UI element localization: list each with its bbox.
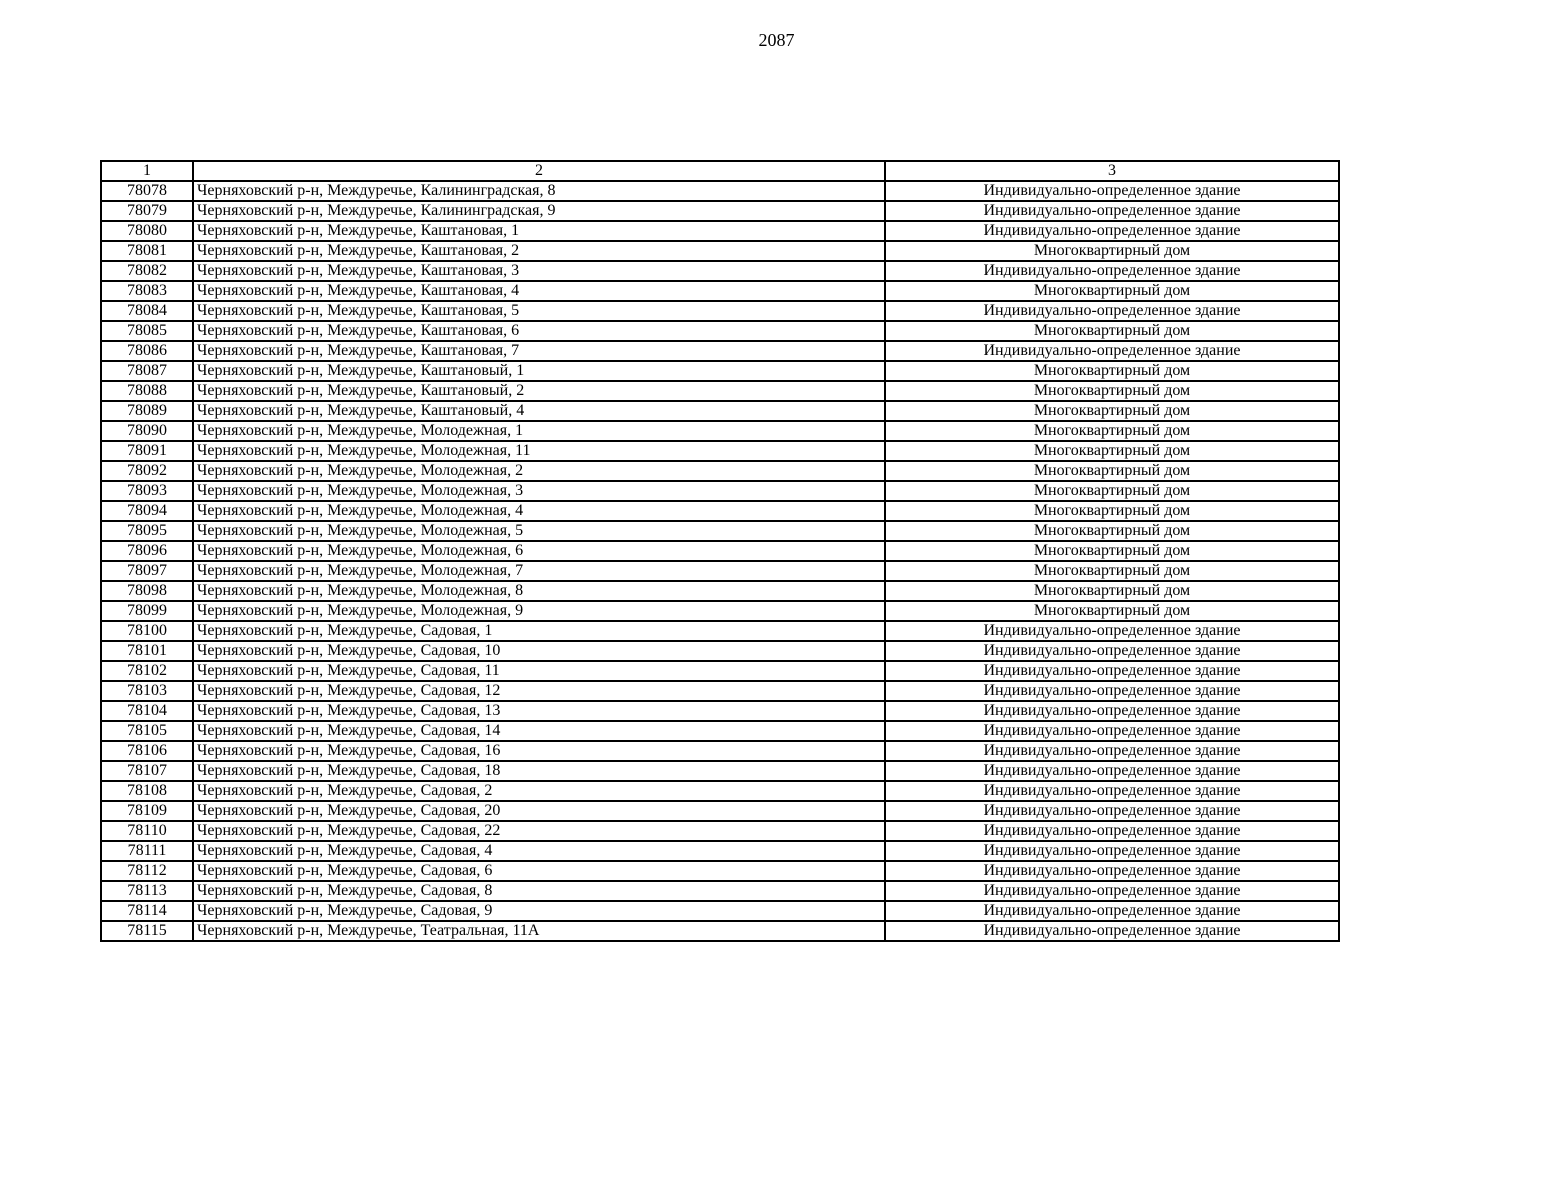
table-row bbox=[101, 521, 1339, 541]
table-row bbox=[101, 381, 1339, 401]
registry-table bbox=[100, 160, 1340, 942]
table-row bbox=[101, 201, 1339, 221]
building-type-cell: Индивидуально-определенное здание bbox=[885, 741, 1339, 761]
table-row bbox=[101, 781, 1339, 801]
table-row bbox=[101, 501, 1339, 521]
building-type-cell: Индивидуально-определенное здание bbox=[885, 661, 1339, 681]
address-cell: Черняховский р-н, Междуречье, Молодежная, 3 bbox=[193, 481, 885, 501]
address-cell: Черняховский р-н, Междуречье, Садовая, 9 bbox=[193, 901, 885, 921]
row-number-cell: 78099 bbox=[101, 601, 193, 621]
address-cell: Черняховский р-н, Междуречье, Молодежная, 7 bbox=[193, 561, 885, 581]
building-type-cell: Индивидуально-определенное здание bbox=[885, 861, 1339, 881]
table-row bbox=[101, 741, 1339, 761]
table-row bbox=[101, 801, 1339, 821]
building-type-cell: Многоквартирный дом bbox=[885, 481, 1339, 501]
row-number-cell: 78114 bbox=[101, 901, 193, 921]
row-number-cell: 78098 bbox=[101, 581, 193, 601]
building-type-cell: Индивидуально-определенное здание bbox=[885, 341, 1339, 361]
building-type-cell: Многоквартирный дом bbox=[885, 501, 1339, 521]
building-type-cell: Многоквартирный дом bbox=[885, 281, 1339, 301]
building-type-cell: Индивидуально-определенное здание bbox=[885, 301, 1339, 321]
row-number-cell: 78106 bbox=[101, 741, 193, 761]
address-cell: Черняховский р-н, Междуречье, Каштановая, 2 bbox=[193, 241, 885, 261]
row-number-cell: 78111 bbox=[101, 841, 193, 861]
building-type-cell: Индивидуально-определенное здание bbox=[885, 901, 1339, 921]
row-number-cell: 78085 bbox=[101, 321, 193, 341]
row-number-cell: 78080 bbox=[101, 221, 193, 241]
address-cell: Черняховский р-н, Междуречье, Садовая, 16 bbox=[193, 741, 885, 761]
table-row bbox=[101, 221, 1339, 241]
table-row bbox=[101, 661, 1339, 681]
row-number-cell: 78082 bbox=[101, 261, 193, 281]
table-row bbox=[101, 441, 1339, 461]
building-type-cell: Многоквартирный дом bbox=[885, 581, 1339, 601]
column-header-1: 1 bbox=[101, 161, 193, 181]
table-row bbox=[101, 581, 1339, 601]
building-type-cell: Многоквартирный дом bbox=[885, 361, 1339, 381]
building-type-cell: Индивидуально-определенное здание bbox=[885, 841, 1339, 861]
table-row bbox=[101, 401, 1339, 421]
row-number-cell: 78097 bbox=[101, 561, 193, 581]
building-type-cell: Индивидуально-определенное здание bbox=[885, 621, 1339, 641]
address-cell: Черняховский р-н, Междуречье, Молодежная, 5 bbox=[193, 521, 885, 541]
table-row bbox=[101, 421, 1339, 441]
address-cell: Черняховский р-н, Междуречье, Молодежная, 2 bbox=[193, 461, 885, 481]
building-type-cell: Индивидуально-определенное здание bbox=[885, 921, 1339, 941]
building-type-cell: Многоквартирный дом bbox=[885, 561, 1339, 581]
address-cell: Черняховский р-н, Междуречье, Садовая, 13 bbox=[193, 701, 885, 721]
row-number-cell: 78108 bbox=[101, 781, 193, 801]
address-cell: Черняховский р-н, Междуречье, Калининградская, 8 bbox=[193, 181, 885, 201]
table-row bbox=[101, 641, 1339, 661]
header-row bbox=[101, 161, 1339, 181]
building-type-cell: Многоквартирный дом bbox=[885, 521, 1339, 541]
address-cell: Черняховский р-н, Междуречье, Каштановый, 1 bbox=[193, 361, 885, 381]
address-cell: Черняховский р-н, Междуречье, Садовая, 22 bbox=[193, 821, 885, 841]
column-header-2: 2 bbox=[193, 161, 885, 181]
row-number-cell: 78105 bbox=[101, 721, 193, 741]
row-number-cell: 78091 bbox=[101, 441, 193, 461]
row-number-cell: 78104 bbox=[101, 701, 193, 721]
building-type-cell: Индивидуально-определенное здание bbox=[885, 681, 1339, 701]
table-row bbox=[101, 761, 1339, 781]
table-row bbox=[101, 561, 1339, 581]
address-cell: Черняховский р-н, Междуречье, Садовая, 8 bbox=[193, 881, 885, 901]
address-cell: Черняховский р-н, Междуречье, Садовая, 18 bbox=[193, 761, 885, 781]
row-number-cell: 78088 bbox=[101, 381, 193, 401]
address-cell: Черняховский р-н, Междуречье, Садовая, 12 bbox=[193, 681, 885, 701]
building-type-cell: Индивидуально-определенное здание bbox=[885, 261, 1339, 281]
row-number-cell: 78087 bbox=[101, 361, 193, 381]
address-cell: Черняховский р-н, Междуречье, Каштановый, 4 bbox=[193, 401, 885, 421]
row-number-cell: 78110 bbox=[101, 821, 193, 841]
building-type-cell: Многоквартирный дом bbox=[885, 241, 1339, 261]
building-type-cell: Индивидуально-определенное здание bbox=[885, 721, 1339, 741]
building-type-cell: Многоквартирный дом bbox=[885, 541, 1339, 561]
table-row bbox=[101, 281, 1339, 301]
row-number-cell: 78107 bbox=[101, 761, 193, 781]
address-cell: Черняховский р-н, Междуречье, Садовая, 20 bbox=[193, 801, 885, 821]
table-row bbox=[101, 461, 1339, 481]
address-cell: Черняховский р-н, Междуречье, Садовая, 10 bbox=[193, 641, 885, 661]
table-row bbox=[101, 321, 1339, 341]
row-number-cell: 78112 bbox=[101, 861, 193, 881]
address-cell: Черняховский р-н, Междуречье, Садовая, 4 bbox=[193, 841, 885, 861]
row-number-cell: 78109 bbox=[101, 801, 193, 821]
table-row bbox=[101, 701, 1339, 721]
row-number-cell: 78078 bbox=[101, 181, 193, 201]
address-cell: Черняховский р-н, Междуречье, Каштановый, 2 bbox=[193, 381, 885, 401]
row-number-cell: 78100 bbox=[101, 621, 193, 641]
building-type-cell: Индивидуально-определенное здание bbox=[885, 781, 1339, 801]
building-type-cell: Индивидуально-определенное здание bbox=[885, 761, 1339, 781]
address-cell: Черняховский р-н, Междуречье, Каштановая, 1 bbox=[193, 221, 885, 241]
building-type-cell: Многоквартирный дом bbox=[885, 321, 1339, 341]
row-number-cell: 78086 bbox=[101, 341, 193, 361]
address-cell: Черняховский р-н, Междуречье, Каштановая, 6 bbox=[193, 321, 885, 341]
row-number-cell: 78090 bbox=[101, 421, 193, 441]
table-row bbox=[101, 541, 1339, 561]
building-type-cell: Индивидуально-определенное здание bbox=[885, 801, 1339, 821]
table-row bbox=[101, 261, 1339, 281]
building-type-cell: Индивидуально-определенное здание bbox=[885, 881, 1339, 901]
address-cell: Черняховский р-н, Междуречье, Молодежная, 4 bbox=[193, 501, 885, 521]
row-number-cell: 78094 bbox=[101, 501, 193, 521]
table-row bbox=[101, 821, 1339, 841]
table-row bbox=[101, 621, 1339, 641]
building-type-cell: Многоквартирный дом bbox=[885, 461, 1339, 481]
address-cell: Черняховский р-н, Междуречье, Каштановая, 4 bbox=[193, 281, 885, 301]
address-cell: Черняховский р-н, Междуречье, Садовая, 2 bbox=[193, 781, 885, 801]
page-number: 2087 bbox=[758, 30, 795, 50]
table-row bbox=[101, 721, 1339, 741]
row-number-cell: 78096 bbox=[101, 541, 193, 561]
address-cell: Черняховский р-н, Междуречье, Калининградская, 9 bbox=[193, 201, 885, 221]
column-header-3: 3 bbox=[885, 161, 1339, 181]
row-number-cell: 78079 bbox=[101, 201, 193, 221]
building-type-cell: Индивидуально-определенное здание bbox=[885, 181, 1339, 201]
building-type-cell: Многоквартирный дом bbox=[885, 401, 1339, 421]
building-type-cell: Индивидуально-определенное здание bbox=[885, 701, 1339, 721]
table-body bbox=[101, 161, 1339, 941]
table-row bbox=[101, 341, 1339, 361]
address-cell: Черняховский р-н, Междуречье, Садовая, 11 bbox=[193, 661, 885, 681]
row-number-cell: 78089 bbox=[101, 401, 193, 421]
building-type-cell: Многоквартирный дом bbox=[885, 601, 1339, 621]
row-number-cell: 78093 bbox=[101, 481, 193, 501]
table-row bbox=[101, 601, 1339, 621]
address-cell: Черняховский р-н, Междуречье, Каштановая, 7 bbox=[193, 341, 885, 361]
table-row bbox=[101, 681, 1339, 701]
table-row bbox=[101, 861, 1339, 881]
table-row bbox=[101, 921, 1339, 941]
building-type-cell: Индивидуально-определенное здание bbox=[885, 821, 1339, 841]
building-type-cell: Индивидуально-определенное здание bbox=[885, 201, 1339, 221]
row-number-cell: 78115 bbox=[101, 921, 193, 941]
address-cell: Черняховский р-н, Междуречье, Молодежная, 9 bbox=[193, 601, 885, 621]
table-row bbox=[101, 841, 1339, 861]
address-cell: Черняховский р-н, Междуречье, Молодежная, 11 bbox=[193, 441, 885, 461]
address-cell: Черняховский р-н, Междуречье, Молодежная, 1 bbox=[193, 421, 885, 441]
table-row bbox=[101, 361, 1339, 381]
row-number-cell: 78084 bbox=[101, 301, 193, 321]
row-number-cell: 78095 bbox=[101, 521, 193, 541]
row-number-cell: 78092 bbox=[101, 461, 193, 481]
address-cell: Черняховский р-н, Междуречье, Молодежная, 6 bbox=[193, 541, 885, 561]
address-cell: Черняховский р-н, Междуречье, Каштановая, 3 bbox=[193, 261, 885, 281]
address-cell: Черняховский р-н, Междуречье, Садовая, 6 bbox=[193, 861, 885, 881]
building-type-cell: Многоквартирный дом bbox=[885, 441, 1339, 461]
address-cell: Черняховский р-н, Междуречье, Молодежная, 8 bbox=[193, 581, 885, 601]
building-type-cell: Индивидуально-определенное здание bbox=[885, 641, 1339, 661]
table-row bbox=[101, 301, 1339, 321]
address-cell: Черняховский р-н, Междуречье, Каштановая, 5 bbox=[193, 301, 885, 321]
address-cell: Черняховский р-н, Междуречье, Театральная, 11А bbox=[193, 921, 885, 941]
row-number-cell: 78103 bbox=[101, 681, 193, 701]
building-type-cell: Многоквартирный дом bbox=[885, 421, 1339, 441]
address-cell: Черняховский р-н, Междуречье, Садовая, 1 bbox=[193, 621, 885, 641]
building-type-cell: Многоквартирный дом bbox=[885, 381, 1339, 401]
row-number-cell: 78101 bbox=[101, 641, 193, 661]
row-number-cell: 78081 bbox=[101, 241, 193, 261]
table-row bbox=[101, 241, 1339, 261]
table-row bbox=[101, 881, 1339, 901]
building-type-cell: Индивидуально-определенное здание bbox=[885, 221, 1339, 241]
table-row bbox=[101, 901, 1339, 921]
table-row bbox=[101, 481, 1339, 501]
row-number-cell: 78083 bbox=[101, 281, 193, 301]
table-row bbox=[101, 181, 1339, 201]
address-cell: Черняховский р-н, Междуречье, Садовая, 14 bbox=[193, 721, 885, 741]
row-number-cell: 78102 bbox=[101, 661, 193, 681]
row-number-cell: 78113 bbox=[101, 881, 193, 901]
